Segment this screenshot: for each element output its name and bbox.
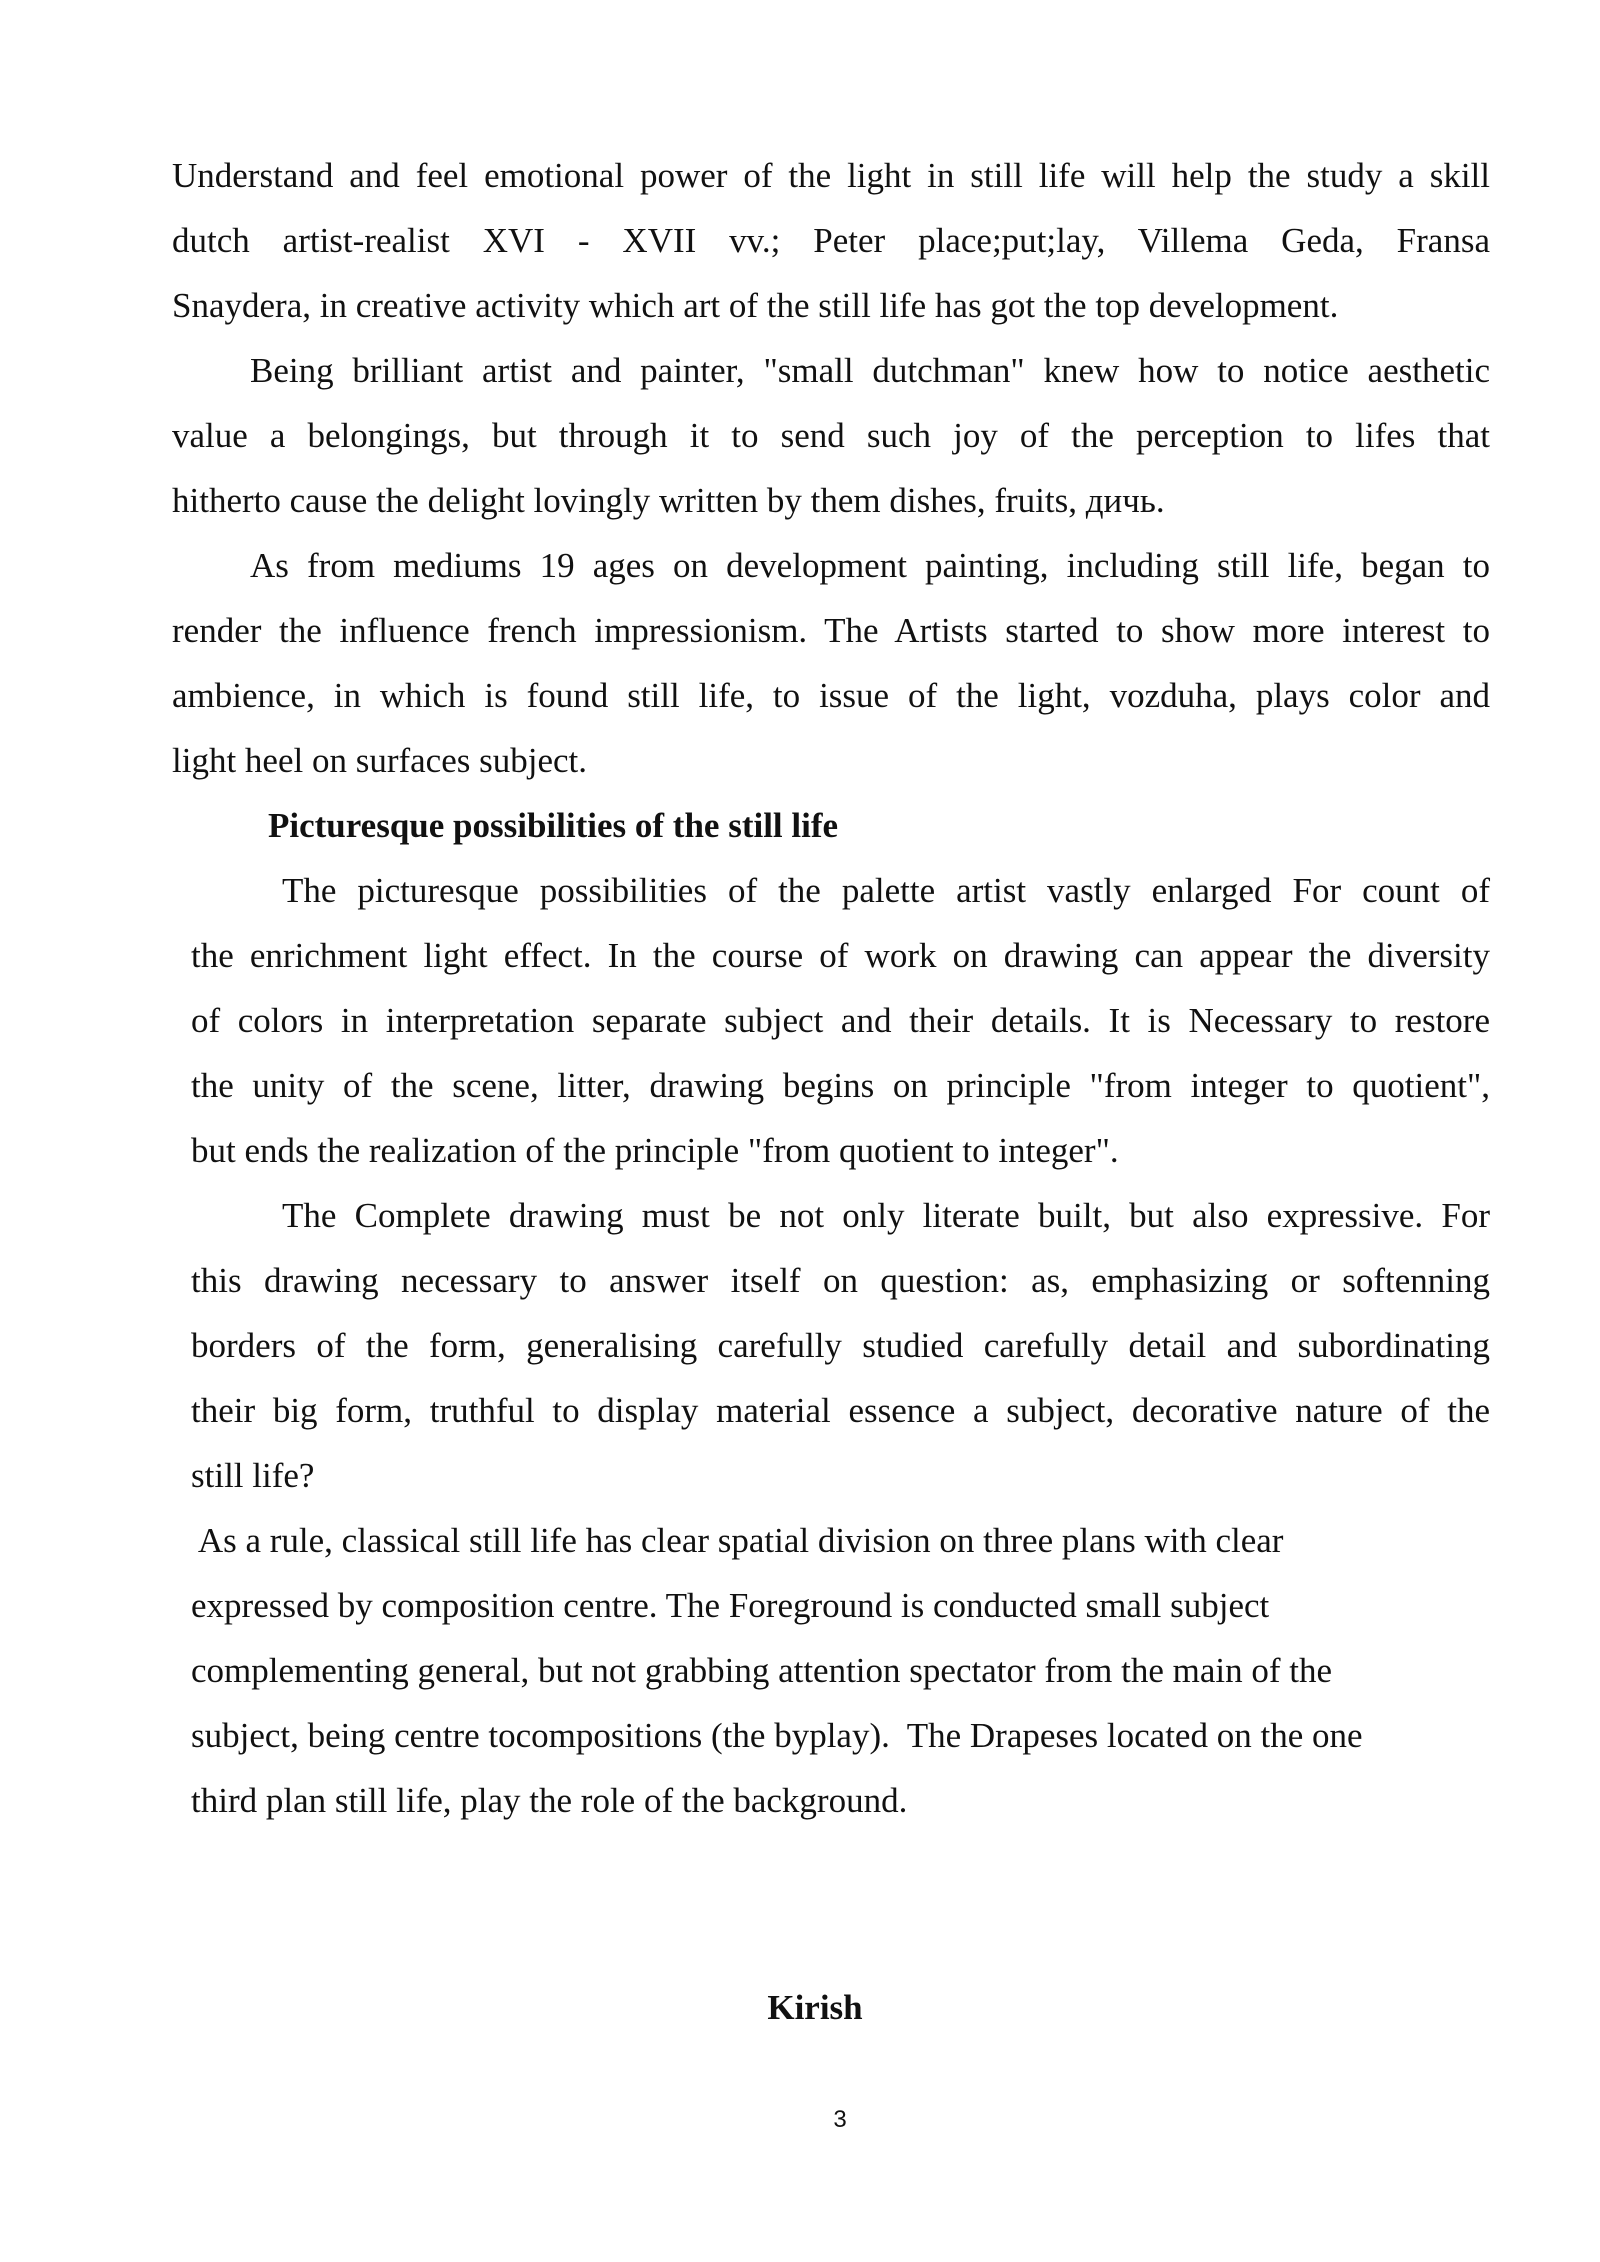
paragraph-3-line-2: render the influence french impressionism. The Artists started to show more interest to [172, 611, 1490, 650]
paragraph-6-line-5: third plan still life, play the role of the background. [191, 1781, 908, 1820]
paragraph-5-line-2: this drawing necessary to answer itself on question: as, emphasizing or softenning [191, 1261, 1490, 1300]
paragraph-2-line-2: value a belongings, but through it to send such joy of the perception to lifes that [172, 416, 1490, 455]
paragraph-4-line-4: the unity of the scene, litter, drawing begins on principle "from integer to quotient", [191, 1066, 1490, 1105]
paragraph-5-line-3: borders of the form, generalising carefully studied carefully detail and subordinating [191, 1326, 1490, 1365]
paragraph-6-line-3: complementing general, but not grabbing attention spectator from the main of the [191, 1651, 1333, 1690]
paragraph-5-line-5: still life? [191, 1456, 315, 1495]
paragraph-4-line-2: the enrichment light effect. In the course of work on drawing can appear the diversity [191, 936, 1490, 975]
paragraph-6-line-1: As a rule, classical still life has clear spatial division on three plans with clear [191, 1521, 1284, 1560]
paragraph-1-line-1: Understand and feel emotional power of the light in still life will help the study a skill [172, 156, 1490, 195]
paragraph-4-line-1: The picturesque possibilities of the palette artist vastly enlarged For count of [282, 871, 1490, 910]
paragraph-3-line-3: ambience, in which is found still life, to issue of the light, vozduha, plays color and [172, 676, 1490, 715]
paragraph-6-line-4: subject, being centre tocompositions (the byplay). The Drapeses located on the one [191, 1716, 1363, 1755]
page-number: 3 [833, 2106, 847, 2133]
paragraph-3-line-1: As from mediums 19 ages on development painting, including still life, began to [250, 546, 1490, 585]
paragraph-3-line-4: light heel on surfaces subject. [172, 741, 588, 780]
paragraph-1-line-3: Snaydera, in creative activity which art of the still life has got the top development. [172, 286, 1339, 325]
paragraph-2-line-1: Being brilliant artist and painter, "small dutchman" knew how to notice aesthetic [250, 351, 1490, 390]
paragraph-4-line-3: of colors in interpretation separate subject and their details. It is Necessary to restore [191, 1001, 1490, 1040]
paragraph-2-line-3: hitherto cause the delight lovingly written by them dishes, fruits, дичь. [172, 481, 1165, 520]
section-heading: Picturesque possibilities of the still life [268, 806, 839, 845]
paragraph-1-line-2: dutch artist-realist XVI - XVII vv.; Peter place;put;lay, Villema Geda, Fransa [172, 221, 1490, 260]
paragraph-5-line-4: their big form, truthful to display material essence a subject, decorative nature of the [191, 1391, 1490, 1430]
paragraph-4-line-5: but ends the realization of the principle "from quotient to integer". [191, 1131, 1119, 1170]
paragraph-6-line-2: expressed by composition centre. The Foreground is conducted small subject [191, 1586, 1270, 1625]
paragraph-5-line-1: The Complete drawing must be not only literate built, but also expressive. For [282, 1196, 1490, 1235]
closing-heading: Kirish [767, 1988, 863, 2027]
